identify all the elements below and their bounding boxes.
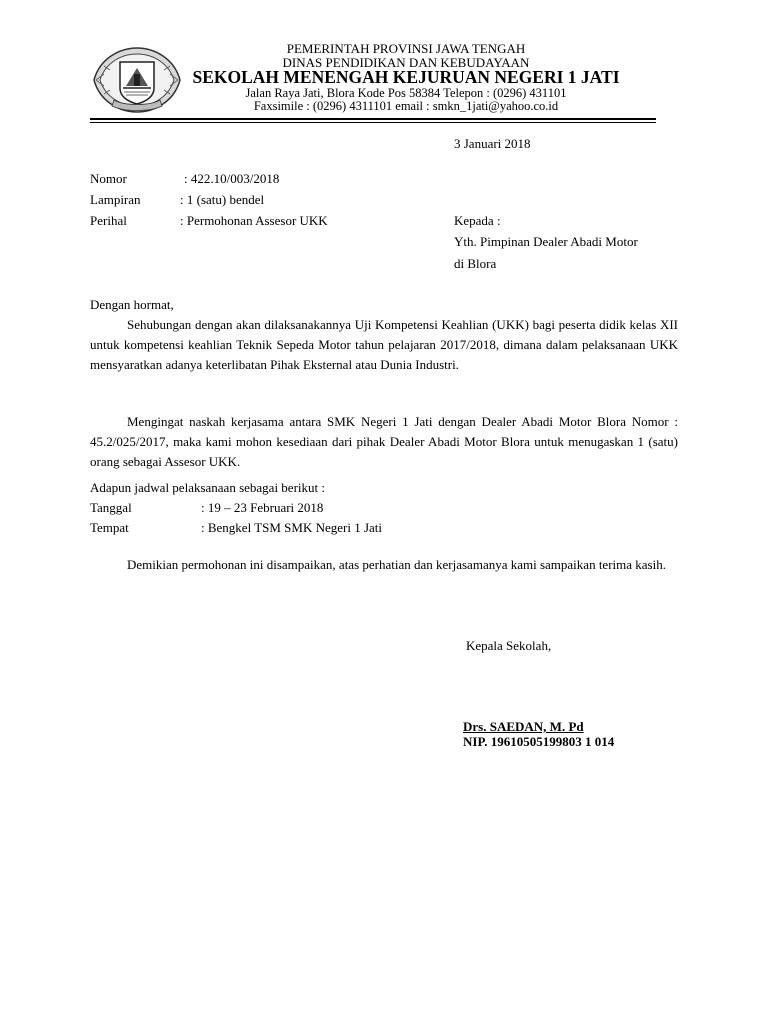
letter-date: 3 Januari 2018 (454, 136, 531, 151)
letterhead-divider-thick (90, 118, 656, 120)
tanggal-value: : 19 – 23 Februari 2018 (201, 500, 324, 515)
letterhead-address: Jalan Raya Jati, Blora Kode Pos 58384 Telepon : (0296) 431101 (245, 86, 567, 100)
lampiran-value: : 1 (satu) bendel (180, 192, 265, 207)
recipient-location: di Blora (454, 256, 497, 271)
tanggal-label: Tanggal (90, 500, 132, 515)
signature-nip: NIP. 19610505199803 1 014 (463, 734, 615, 749)
body-paragraph-3 (90, 555, 678, 575)
tempat-value: : Bengkel TSM SMK Negeri 1 Jati (201, 520, 383, 535)
nomor-label: Nomor (90, 171, 127, 186)
letterhead-divider-thin (90, 122, 656, 123)
recipient-kepada: Kepada : (454, 213, 501, 228)
lampiran-label: Lampiran (90, 192, 141, 207)
letterhead-school-name: SEKOLAH MENENGAH KEJURUAN NEGERI 1 JATI (192, 67, 620, 87)
letterhead-department: DINAS PENDIDIKAN DAN KEBUDAYAAN (282, 55, 530, 70)
signature-title: Kepala Sekolah, (466, 638, 552, 653)
tempat-label: Tempat (90, 520, 129, 535)
letterhead-contact: Faxsimile : (0296) 4311101 email : smkn_1jati@yahoo.co.id (253, 99, 559, 113)
perihal-value: : Permohonan Assesor UKK (180, 213, 328, 228)
schedule-intro: Adapun jadwal pelaksanaan sebagai berikut : (90, 480, 325, 495)
body-paragraph-2-text: Mengingat naskah kerjasama antara SMK Negeri 1 Jati dengan Dealer Abadi Motor Blora Nomor : 45.2/025/2017, maka kami mohon kesediaan dari pihak Dealer Abadi Motor Blora untuk menugaskan 1 (satu) orang sebagai Assesor UKK. (90, 414, 678, 469)
recipient-name: Yth. Pimpinan Dealer Abadi Motor (454, 234, 638, 249)
letterhead-government: PEMERINTAH PROVINSI JAWA TENGAH (286, 41, 526, 56)
body-paragraph-1-text: Sehubungan dengan akan dilaksanakannya Uji Kompetensi Keahlian (UKK) bagi peserta didik kelas XII untuk kompetensi keahlian Teknik Sepeda Motor tahun pelajaran 2017/2018, dimana dalam pelaksanaan UKK mensyaratkan adanya keterlibatan Pihak Eksternal atau Dunia Industri. (90, 317, 678, 372)
body-paragraph-3-text: Demikian permohonan ini disampaikan, atas perhatian dan kerjasamanya kami sampaikan terima kasih. (127, 557, 666, 572)
greeting: Dengan hormat, (90, 297, 174, 312)
perihal-label: Perihal (90, 213, 127, 228)
body-paragraph-2 (90, 412, 678, 472)
nomor-value: : 422.10/003/2018 (184, 171, 280, 186)
signature-name: Drs. SAEDAN, M. Pd (463, 719, 584, 734)
body-paragraph-1 (90, 315, 678, 375)
